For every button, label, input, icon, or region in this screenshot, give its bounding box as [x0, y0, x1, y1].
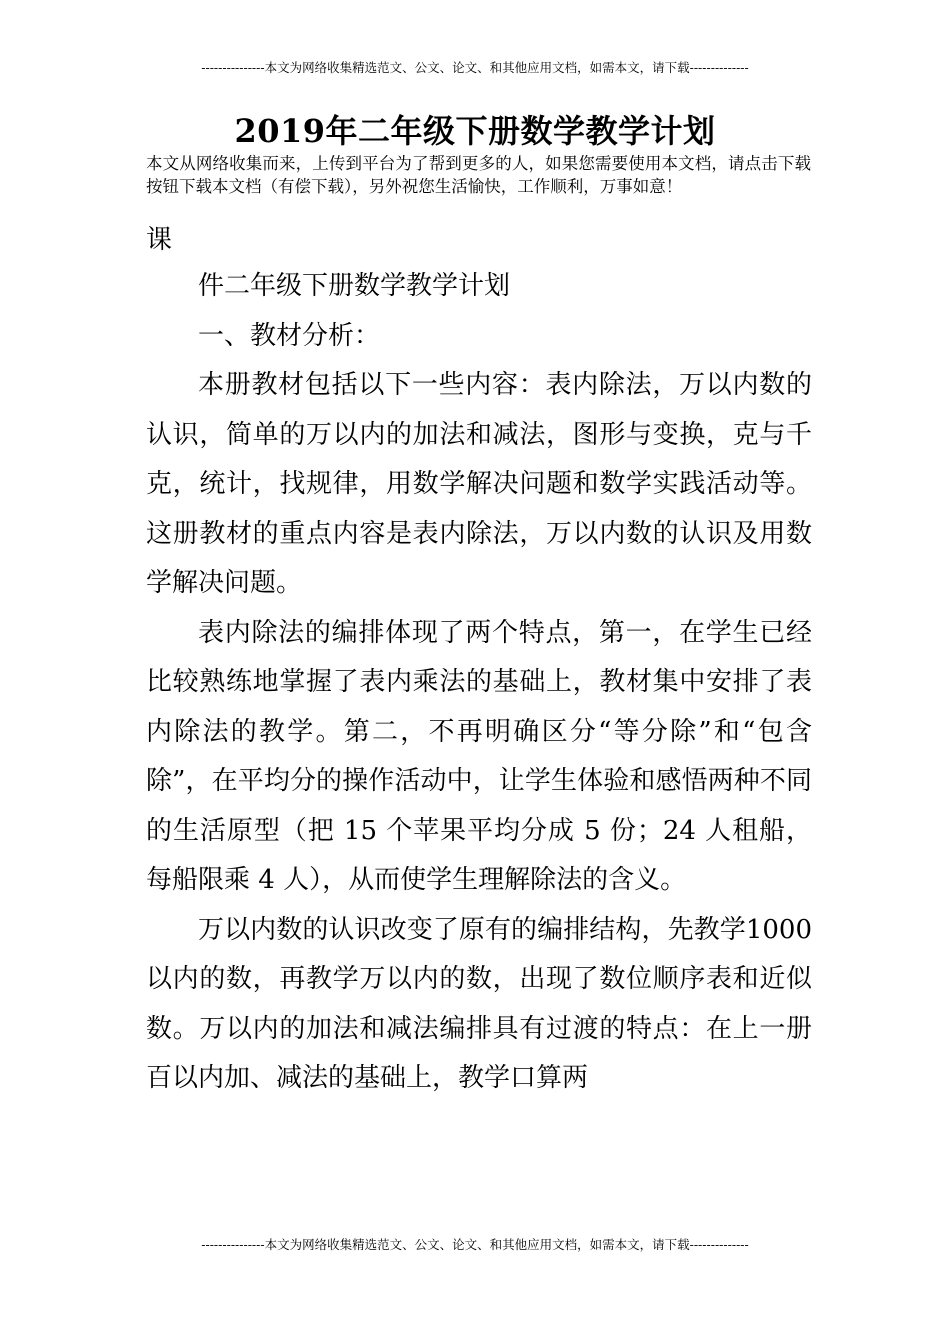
document-body [146, 218, 812, 1104]
paragraph: 本册教材包括以下一些内容：表内除法，万以内数的认识，简单的万以内的加法和减法，图形与变换，克与千克，统计，找规律，用数学解决问题和数学实践活动等。这册教材的重点内容是表内除法，万以内数的认识及用数学解决问题。 [146, 370, 812, 598]
paragraph: 万以内数的认识改变了原有的编排结构，先教学1000以内的数，再教学万以内的数，出现了数位顺序表和近似数。万以内的加法和减法编排具有过渡的特点：在上一册百以内加、减法的基础上，教学口算两 [146, 914, 812, 1093]
paragraph: 表内除法的编排体现了两个特点，第一，在学生已经比较熟练地掌握了表内乘法的基础上，教材集中安排了表内除法的教学。第二，不再明确区分“等分除”和“包含除”，在平均分的操作活动中，让学生体验和感悟两种不同的生活原型（把 15 个苹果平均分成 5 份；24 人租船，每船限乘 4 人），从而使学生理解除法的含义。 [146, 617, 812, 895]
paragraph: 件二年级下册数学教学计划 [198, 271, 511, 301]
section-heading: 一、教材分析： [198, 320, 381, 351]
download-notice: 本文从网络收集而来，上传到平台为了帮到更多的人，如果您需要使用本文档，请点击下载按钮下载本文档（有偿下载），另外祝您生活愉快，工作顺利，万事如意！ [146, 154, 811, 196]
paragraph: 课 [146, 225, 173, 255]
header-banner: ---------------本文为网络收集精选范文、公文、论文、和其他应用文档，如需本文，请下载-------------- [201, 60, 749, 75]
document-title: 2019年二年级下册数学教学计划 [234, 112, 716, 151]
footer-banner: ---------------本文为网络收集精选范文、公文、论文、和其他应用文档，如需本文，请下载-------------- [201, 1237, 749, 1252]
